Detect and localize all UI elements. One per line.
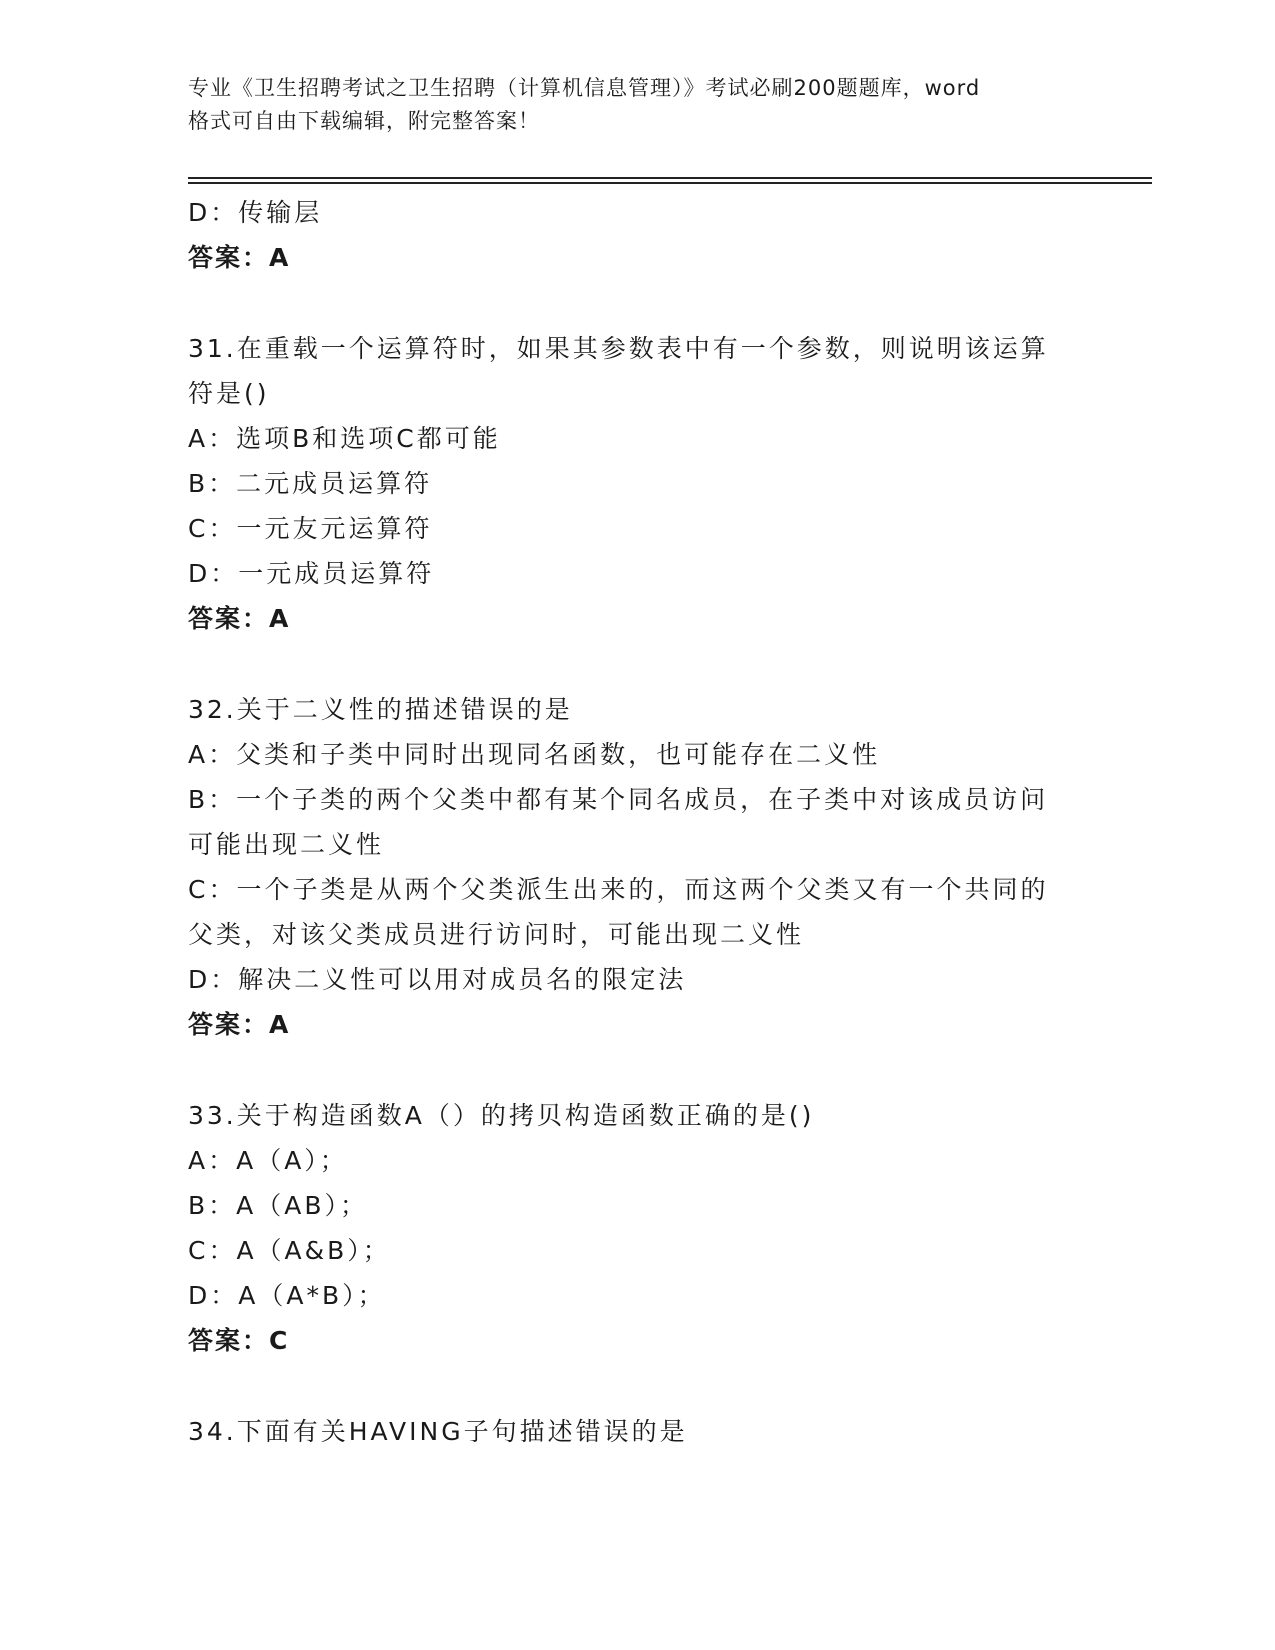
option-d: D：传输层 [188,198,323,227]
question-stem: 31.在重载一个运算符时，如果其参数表中有一个参数，则说明该运算 [188,334,1049,363]
option-b: B：一个子类的两个父类中都有某个同名成员，在子类中对该成员访问 [188,785,1049,814]
question-31 [188,326,1088,641]
question-34 [188,1409,1088,1454]
question-stem: 33.关于构造函数A（）的拷贝构造函数正确的是() [188,1101,815,1130]
document-header [188,72,1088,138]
question-list [188,190,1088,1454]
answer-line: 答案：A [188,243,291,272]
answer-line: 答案：C [188,1326,290,1355]
option-c: C：A（A&B）； [188,1236,391,1265]
option-d: D：A（A*B）； [188,1281,386,1310]
option-b: B：A（AB）； [188,1191,369,1220]
question-stem: 34.下面有关HAVING子句描述错误的是 [188,1417,688,1446]
answer-line: 答案：A [188,604,291,633]
option-a: A：选项B和选项C都可能 [188,424,501,453]
question-32 [188,687,1088,1047]
option-a: A：父类和子类中同时出现同名函数，也可能存在二义性 [188,740,881,769]
spacer [188,280,1088,326]
answer-line: 答案：A [188,1010,291,1039]
option-d: D：解决二义性可以用对成员名的限定法 [188,965,687,994]
option-c-continued: 父类，对该父类成员进行访问时，可能出现二义性 [188,920,805,949]
option-c: C：一元友元运算符 [188,514,433,543]
option-d: D：一元成员运算符 [188,559,435,588]
header-divider-top [188,177,1152,179]
spacer [188,1047,1088,1093]
spacer [188,641,1088,687]
option-a: A：A（A）； [188,1146,348,1175]
question-stem: 32.关于二义性的描述错误的是 [188,695,573,724]
question-stem-continued: 符是() [188,379,270,408]
option-b-continued: 可能出现二义性 [188,830,385,859]
header-divider-bottom [188,182,1152,184]
header-line-1: 专业《卫生招聘考试之卫生招聘（计算机信息管理）》考试必刷200题题库，word [188,76,981,100]
option-c: C：一个子类是从两个父类派生出来的，而这两个父类又有一个共同的 [188,875,1049,904]
question-33 [188,1093,1088,1363]
spacer [188,1363,1088,1409]
option-b: B：二元成员运算符 [188,469,433,498]
question-30-tail [188,190,1088,280]
header-line-2: 格式可自由下载编辑，附完整答案！ [188,109,540,133]
